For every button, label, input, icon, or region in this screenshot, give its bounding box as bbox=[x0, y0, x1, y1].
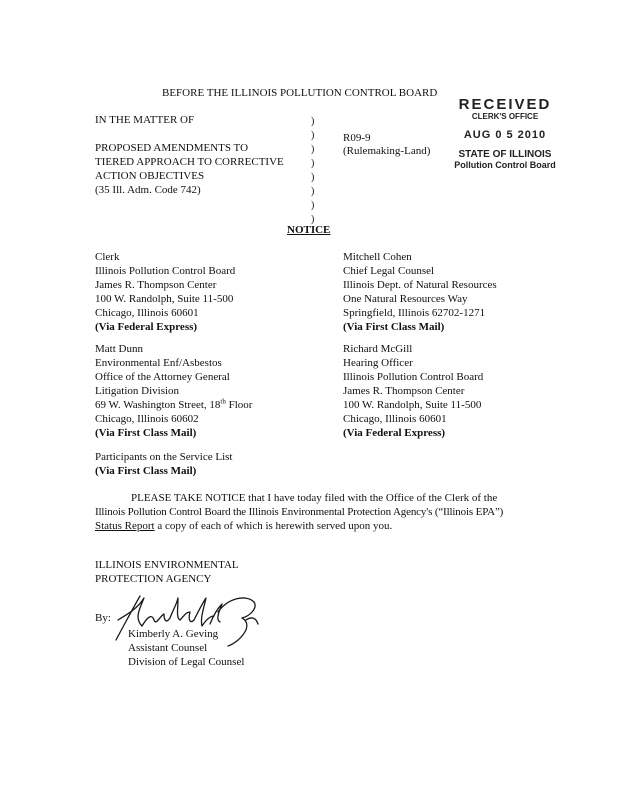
caption-line: TIERED APPROACH TO CORRECTIVE bbox=[95, 156, 284, 168]
stamp-date: AUG 0 5 2010 bbox=[463, 129, 547, 141]
street-sup: th bbox=[220, 397, 226, 406]
address-line: Chicago, Illinois 60601 bbox=[343, 413, 447, 425]
caption-title bbox=[95, 141, 284, 197]
agency-line: PROTECTION AGENCY bbox=[95, 573, 212, 585]
paren: ) bbox=[311, 200, 315, 211]
address-line: Chicago, Illinois 60602 bbox=[95, 413, 199, 425]
caption-line: ACTION OBJECTIVES bbox=[95, 170, 205, 182]
address-cohen bbox=[343, 250, 497, 334]
delivery-method: (Via First Class Mail) bbox=[95, 465, 197, 477]
address-line: 100 W. Randolph, Suite 11-500 bbox=[343, 399, 482, 411]
paren: ) bbox=[311, 116, 315, 127]
address-line: Hearing Officer bbox=[343, 357, 413, 369]
paragraph-text: a copy of each of which is herewith served upon you. bbox=[154, 520, 393, 532]
address-line: Mitchell Cohen bbox=[343, 251, 412, 263]
address-line: Illinois Dept. of Natural Resources bbox=[343, 279, 497, 291]
address-line: Environmental Enf/Asbestos bbox=[95, 357, 222, 369]
delivery-method: (Via Federal Express) bbox=[95, 321, 198, 333]
address-line: Springfield, Illinois 62702-1271 bbox=[343, 307, 486, 319]
address-line: 100 W. Randolph, Suite 11-500 bbox=[95, 293, 234, 305]
paragraph-line-1 bbox=[95, 491, 555, 505]
address-line: Clerk bbox=[95, 251, 120, 263]
caption-matter: IN THE MATTER OF bbox=[95, 114, 195, 126]
docket-type: (Rulemaking-Land) bbox=[343, 145, 431, 157]
service-list bbox=[95, 450, 232, 478]
paren: ) bbox=[311, 130, 315, 141]
address-clerk bbox=[95, 250, 235, 334]
address-line: Chicago, Illinois 60601 bbox=[95, 307, 199, 319]
address-line: Chief Legal Counsel bbox=[343, 265, 435, 277]
delivery-method: (Via First Class Mail) bbox=[343, 321, 445, 333]
paragraph-line-3 bbox=[95, 519, 555, 533]
address-line: James R. Thompson Center bbox=[95, 279, 217, 291]
document-heading: BEFORE THE ILLINOIS POLLUTION CONTROL BOARD bbox=[162, 87, 438, 99]
caption-line: PROPOSED AMENDMENTS TO bbox=[95, 142, 249, 154]
paragraph-text: that I have today filed with the Office of the Clerk of the bbox=[245, 492, 498, 504]
paren: ) bbox=[311, 158, 315, 169]
address-dunn bbox=[95, 342, 252, 440]
notice-paragraph bbox=[95, 491, 555, 533]
delivery-method: (Via Federal Express) bbox=[343, 427, 446, 439]
street-end: Floor bbox=[225, 399, 253, 411]
address-line: Illinois Pollution Control Board bbox=[95, 265, 236, 277]
stamp-office: CLERK'S OFFICE bbox=[471, 112, 539, 121]
address-line: Richard McGill bbox=[343, 343, 413, 355]
received-stamp bbox=[445, 98, 565, 170]
address-street bbox=[95, 398, 252, 412]
address-line: One Natural Resources Way bbox=[343, 293, 468, 305]
street-text: 69 W. Washington Street, 18 bbox=[95, 399, 221, 411]
paren: ) bbox=[311, 144, 315, 155]
signatory-title: Assistant Counsel bbox=[128, 642, 208, 654]
address-mcgill bbox=[343, 342, 483, 440]
agency-name bbox=[95, 558, 239, 586]
caption-line: (35 Ill. Adm. Code 742) bbox=[95, 184, 201, 196]
paragraph-line-2: Illinois Pollution Control Board the Illinois Environmental Protection Agency's (“Illinois EPA”) bbox=[95, 506, 504, 518]
paren: ) bbox=[311, 186, 315, 197]
agency-line: ILLINOIS ENVIRONMENTAL bbox=[95, 559, 239, 571]
by-label: By: bbox=[95, 612, 111, 624]
delivery-method: (Via First Class Mail) bbox=[95, 427, 197, 439]
stamp-state: STATE OF ILLINOIS bbox=[458, 149, 552, 160]
signatory bbox=[128, 627, 244, 669]
stamp-received: RECEIVED bbox=[458, 96, 552, 113]
signatory-name: Kimberly A. Geving bbox=[128, 628, 219, 640]
notice-heading: NOTICE bbox=[287, 224, 331, 236]
address-line: Matt Dunn bbox=[95, 343, 143, 355]
address-line: Litigation Division bbox=[95, 385, 180, 397]
address-line: Illinois Pollution Control Board bbox=[343, 371, 484, 383]
stamp-board: Pollution Control Board bbox=[454, 160, 556, 170]
paren: ) bbox=[311, 172, 315, 183]
paren: ) bbox=[311, 214, 315, 225]
address-line: James R. Thompson Center bbox=[343, 385, 465, 397]
signatory-division: Division of Legal Counsel bbox=[128, 656, 245, 668]
paragraph-lead: PLEASE TAKE NOTICE bbox=[131, 492, 246, 504]
docket-number: R09-9 bbox=[343, 132, 371, 144]
status-report-link: Status Report bbox=[95, 520, 155, 532]
service-list-line: Participants on the Service List bbox=[95, 451, 233, 463]
address-line: Office of the Attorney General bbox=[95, 371, 230, 383]
